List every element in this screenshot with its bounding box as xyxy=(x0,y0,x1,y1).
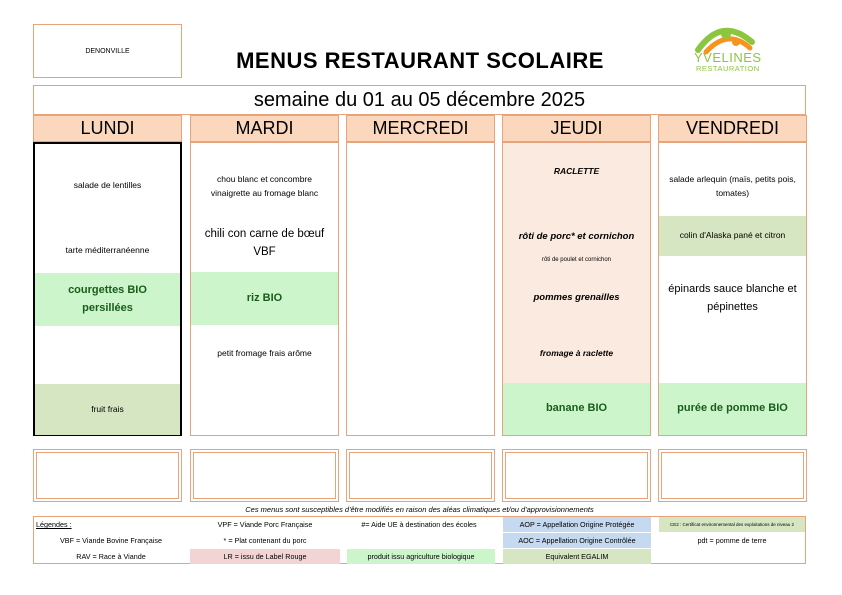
menu-column-friday xyxy=(658,142,807,436)
legend xyxy=(33,516,806,564)
monday-dessert: fruit frais xyxy=(35,384,180,435)
day-header-thursday: JEUDI xyxy=(502,115,651,142)
friday-starter: salade arlequin (maïs, petits pois, tomates) xyxy=(669,174,796,198)
legend-vbf: VBF = Viande Bovine Française xyxy=(60,536,162,545)
friday-dairy xyxy=(659,325,806,383)
legend-vpf: VPF = Viande Porc Française xyxy=(217,520,313,529)
page-title: MENUS RESTAURANT SCOLAIRE xyxy=(236,48,604,73)
menu-column-tuesday xyxy=(190,142,339,436)
friday-side: épinards sauce blanche et pépinettes xyxy=(668,283,797,313)
friday-dessert: purée de pomme BIO xyxy=(659,383,806,435)
extra-box-tuesday xyxy=(190,449,339,502)
logo-subtext: RESTAURATION xyxy=(696,64,760,73)
school-name-box xyxy=(33,24,182,78)
tuesday-dairy: petit fromage frais arôme xyxy=(217,348,312,359)
friday-main: colin d'Alaska pané et citron xyxy=(659,216,806,256)
yvelines-restauration-logo xyxy=(680,12,800,78)
logo-text: YVELINES xyxy=(694,50,762,65)
tuesday-dessert xyxy=(191,383,338,435)
thursday-main: rôti de porc* et cornichon xyxy=(503,217,650,257)
monday-main: tarte méditerranéenne xyxy=(65,244,150,255)
legend-hash: #= Aide UE à destination des écoles xyxy=(361,520,477,529)
menu-column-monday xyxy=(33,142,182,436)
thursday-side: pommes grenailles xyxy=(503,272,650,325)
week-banner: semaine du 01 au 05 décembre 2025 xyxy=(33,85,806,115)
legend-title: Légendes : xyxy=(36,520,72,529)
tuesday-starter: chou blanc et concombre vinaigrette au fromage blanc xyxy=(210,174,319,198)
menu-column-thursday xyxy=(502,142,651,436)
thursday-dairy: fromage à raclette xyxy=(503,325,650,383)
tuesday-side: riz BIO xyxy=(191,272,338,325)
day-header-friday: VENDREDI xyxy=(658,115,807,142)
tuesday-main: chili con carne de bœuf VBF xyxy=(204,228,325,258)
menu-column-wednesday xyxy=(346,142,495,436)
legend-aoc: AOC = Appellation Origine Contrôlée xyxy=(503,533,651,548)
extra-box-monday xyxy=(33,449,182,502)
legend-lr: LR = issu de Label Rouge xyxy=(190,549,340,564)
thursday-starter: RACLETTE xyxy=(503,157,650,187)
legend-bio: produit issu agriculture biologique xyxy=(347,549,495,564)
school-name: DENONVILLE xyxy=(85,47,130,55)
legend-star: * = Plat contenant du porc xyxy=(223,536,307,545)
extra-box-thursday xyxy=(502,449,651,502)
day-header-monday: LUNDI xyxy=(33,115,182,142)
monday-side: courgettes BIO persillées xyxy=(35,273,180,326)
disclaimer: Ces menus sont susceptibles d'être modifiés en raison des aléas climatiques et/ou d'approvisionnements xyxy=(245,504,594,514)
day-header-wednesday: MERCREDI xyxy=(346,115,495,142)
legend-rav: RAV = Race à Viande xyxy=(76,552,146,561)
extra-box-friday xyxy=(658,449,807,502)
legend-egalim: Equivalent EGALIM xyxy=(503,549,651,564)
legend-ce2: CE2 : Certificat environnemental des exploitations de niveau 2 xyxy=(659,517,805,532)
day-header-tuesday: MARDI xyxy=(190,115,339,142)
monday-dairy xyxy=(35,326,180,384)
thursday-dessert: banane BIO xyxy=(503,383,650,435)
thursday-main-alt: rôti de poulet et cornichon xyxy=(503,255,650,267)
legend-pdt: pdt = pomme de terre xyxy=(697,536,767,545)
monday-starter: salade de lentilles xyxy=(73,180,142,191)
legend-aop: AOP = Appellation Origine Protégée xyxy=(503,517,651,532)
extra-box-wednesday xyxy=(346,449,495,502)
